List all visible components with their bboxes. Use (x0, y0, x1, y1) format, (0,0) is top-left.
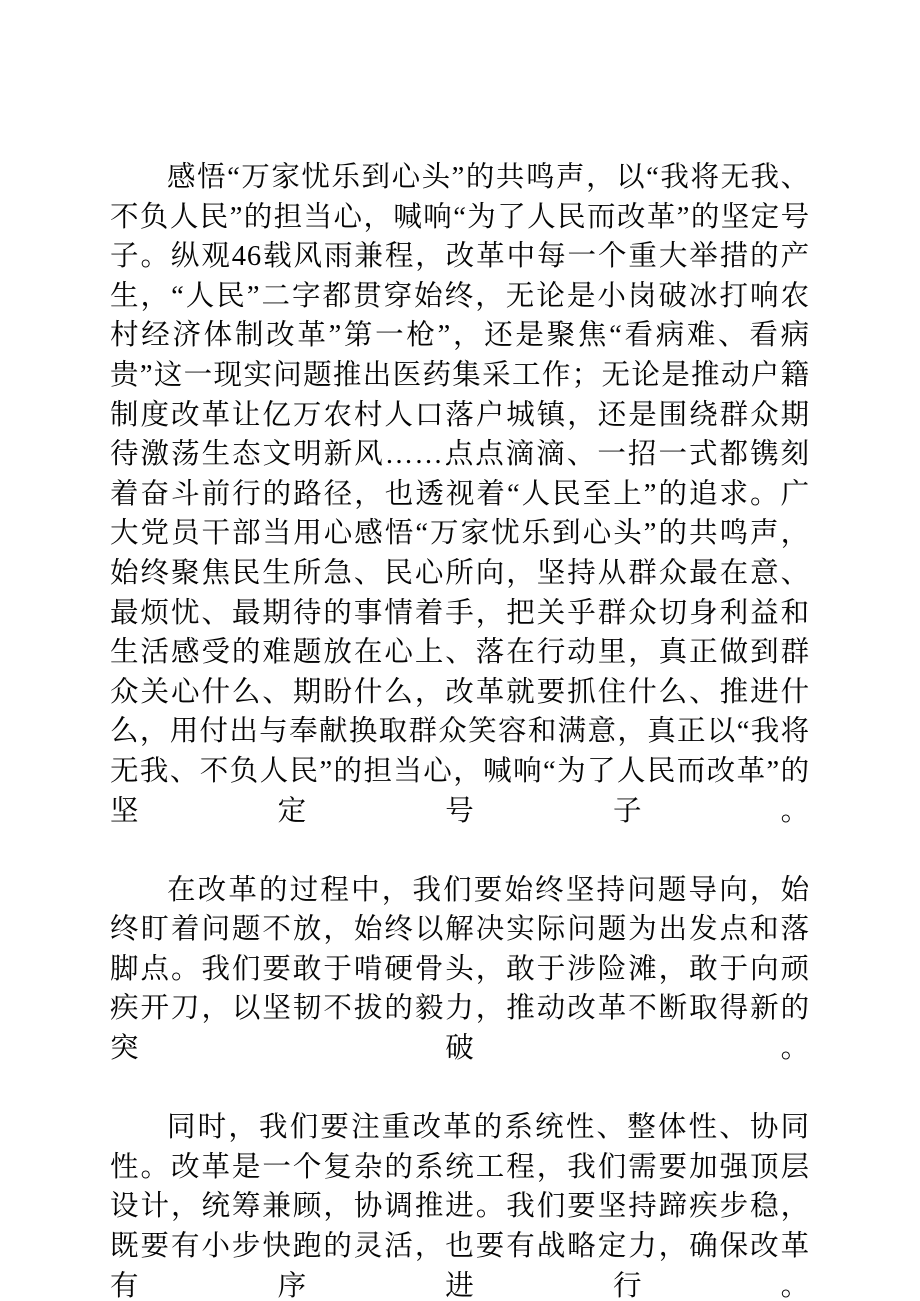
document-text-block (110, 158, 810, 1301)
paragraph-1: 感悟“万家忧乐到心头”的共鸣声，以“我将无我、不负人民”的担当心，喊响“为了人民而改革”的坚定号子。纵观46载风雨兼程，改革中每一个重大举措的产生，“人民”二字都贯穿始终，无论是小岗破冰打响农村经济体制改革”第一枪”，还是聚焦“看病难、看病贵”这一现实问题推出医药集采工作；无论是推动户籍制度改革让亿万农村人口落户城镇，还是围绕群众期待激荡生态文明新风……点点滴滴、一招一式都镌刻着奋斗前行的路径，也透视着“人民至上”的追求。广大党员干部当用心感悟“万家忧乐到心头”的共鸣声，始终聚焦民生所急、民心所向，坚持从群众最在意、最烦忧、最期待的事情着手，把关乎群众切身利益和生活感受的难题放在心上、落在行动里，真正做到群众关心什么、期盼什么，改革就要抓住什么、推进什么，用付出与奉献换取群众笑容和满意，真正以“我将无我、不负人民”的担当心，喊响“为了人民而改革”的坚定号子。 (110, 162, 810, 827)
paragraph-2: 在改革的过程中，我们要始终坚持问题导向，始终盯着问题不放，始终以解决实际问题为出发点和落脚点。我们要敢于啃硬骨头，敢于涉险滩，敢于向顽疾开刀，以坚韧不拔的毅力，推动改革不断取得新的突破。 (110, 874, 810, 1065)
paragraph-3: 同时，我们要注重改革的系统性、整体性、协同性。改革是一个复杂的系统工程，我们需要加强顶层设计，统筹兼顾，协调推进。我们要坚持蹄疾步稳，既要有小步快跑的灵活，也要有战略定力，确保改革有序进行。 (110, 1112, 810, 1301)
